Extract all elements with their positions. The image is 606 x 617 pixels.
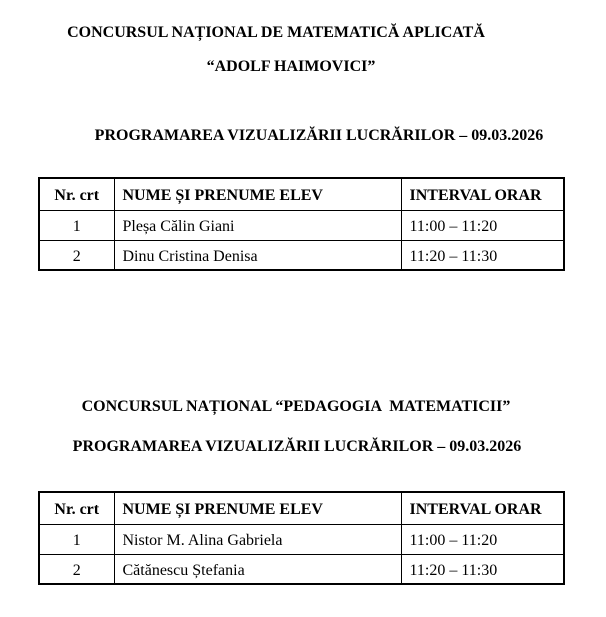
col-header-nume-prenume: NUME ȘI PRENUME ELEV	[114, 492, 401, 524]
schedule-table-1	[38, 177, 565, 271]
cell-interval: 11:20 – 11:30	[401, 554, 564, 584]
col-header-interval-orar: INTERVAL ORAR	[401, 178, 564, 210]
competition-1-title-line-2: “ADOLF HAIMOVICI”	[206, 58, 376, 75]
cell-name: Cătănescu Ștefania	[114, 554, 401, 584]
competition-1-title-line-1: CONCURSUL NAȚIONAL DE MATEMATICĂ APLICATĂ	[67, 24, 485, 41]
cell-interval: 11:20 – 11:30	[401, 240, 564, 270]
table-row	[39, 210, 564, 240]
table-2-header-row	[39, 492, 564, 524]
cell-nr: 1	[39, 210, 114, 240]
competition-2-title: CONCURSUL NAȚIONAL “PEDAGOGIA MATEMATICII”	[81, 398, 511, 415]
cell-interval: 11:00 – 11:20	[401, 210, 564, 240]
col-header-interval-orar: INTERVAL ORAR	[401, 492, 564, 524]
table-row	[39, 524, 564, 554]
cell-name: Pleșa Călin Giani	[114, 210, 401, 240]
cell-name: Dinu Cristina Denisa	[114, 240, 401, 270]
cell-nr: 2	[39, 554, 114, 584]
document-page	[0, 23, 606, 585]
schedule-table-2	[38, 491, 565, 585]
col-header-nume-prenume: NUME ȘI PRENUME ELEV	[114, 178, 401, 210]
col-header-nr-crt: Nr. crt	[39, 178, 114, 210]
schedule-1-subtitle: PROGRAMAREA VIZUALIZĂRII LUCRĂRILOR – 09.03.2026	[94, 127, 544, 144]
table-row	[39, 240, 564, 270]
cell-name: Nistor M. Alina Gabriela	[114, 524, 401, 554]
schedule-2-subtitle: PROGRAMAREA VIZUALIZĂRII LUCRĂRILOR – 09.03.2026	[72, 438, 522, 455]
cell-nr: 1	[39, 524, 114, 554]
cell-nr: 2	[39, 240, 114, 270]
col-header-nr-crt: Nr. crt	[39, 492, 114, 524]
table-row	[39, 554, 564, 584]
cell-interval: 11:00 – 11:20	[401, 524, 564, 554]
table-1-header-row	[39, 178, 564, 210]
